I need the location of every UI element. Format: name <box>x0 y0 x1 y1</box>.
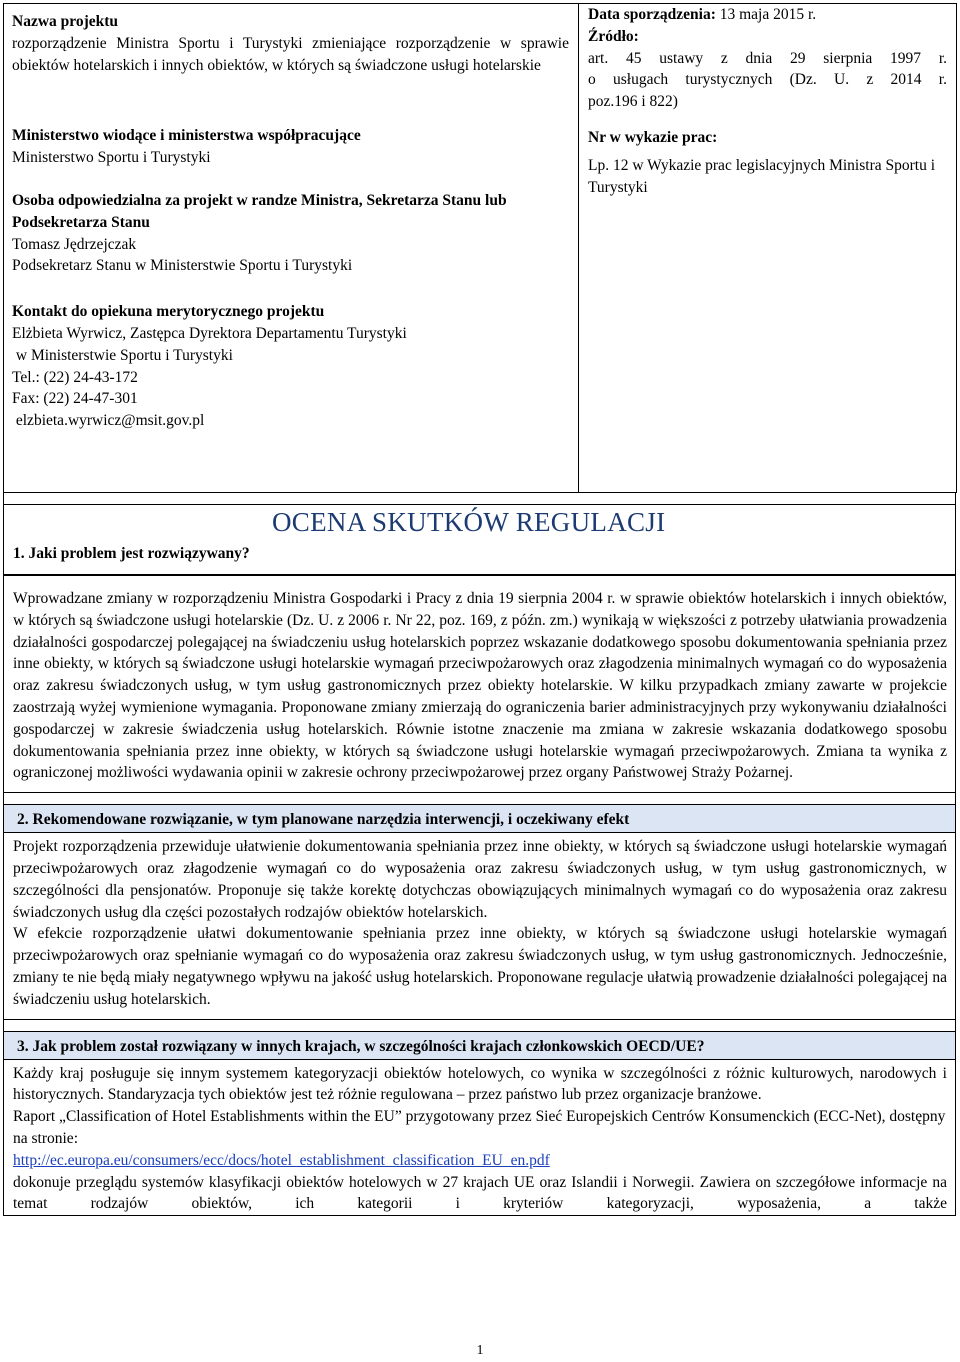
section-3-paragraph: dokonuje przeglądu systemów klasyfikacji obiektów hotelowych w 27 krajach UE oraz Islandii i Norwegii. Zawiera on szczegółowe informacje na temat rodzajów obiektów, ich kategorii i kryteriów kategoryzacji, wyposażenia, a także <box>13 1173 947 1213</box>
source-label: Źródło: <box>588 27 639 45</box>
section-2-paragraph: W efekcie rozporządzenie ułatwi dokumentowanie spełniania przez inne obiekty, w których są świadczone usługi hotelarskie wymagań przeciwpożarowych oraz spełnianie wymagań co do wyposażenia oraz zakresu świadczonych usług, w tym usług gastronomicznych. Jednocześnie, zmiany te nie będą miały negatywnego wpływu na jakość usług hotelarskich. Proponowane regulacje ułatwią prowadzenie działalności polegającej na świadczeniu usług hotelarskich. <box>13 925 947 1008</box>
section-1-body: Wprowadzane zmiany w rozporządzeniu Ministra Gospodarki i Pracy z dnia 19 sierpnia 2004 r. w sprawie obiektów hotelarskich i innych obiektów, w których są świadczone usługi hotelarskie (Dz. U. z 2006 r. Nr 22, poz. 169, z późn. zm.) wynikają w większości z potrzeby ułatwiania prowadzenia działalności gospodarczej polegającej na świadczeniu usług hotelarskich poprzez wskazanie dodatkowego sposobu dokumentowania spełniania przez inne obiekty, w których są świadczone usługi hotelarskie wymagań przeciwpożarowych oraz złagodzenia minimalnych wymagań co do wyposażenia oraz zakresu świadczonych usług, w tym usług gastronomicznych przez obiekty hotelarskie. W kilku przypadkach zmiany zawarte w projekcie zaostrzają wyżej wymienione wymagania. Proponowane zmiany zmierzają do ograniczenia barier administracyjnych przy wykonywaniu działalności gospodarczej w zakresie świadczenia usług hotelarskich. Równie istotne znaczenie ma zmiana w zakresie wskazania dodatkowego sposobu dokumentowania spełniania przez inne obiekty, w których są świadczone usługi hotelarskie wymagań przeciwpożarowych. Zmiana ta wynika z ograniczonej możliwości wydawania opinii w zakresie ochrony przeciwpożarowej przez organy Państwowej Straży Pożarnej. <box>13 590 947 782</box>
project-label: Nazwa projektu <box>12 13 119 30</box>
source-line: art. 45 ustawy z dnia 29 sierpnia 1997 r. <box>588 49 947 67</box>
source-line: poz.196 i 822) <box>588 93 678 111</box>
date-label: Data sporządzenia: <box>588 6 716 23</box>
section-1 <box>3 575 956 793</box>
section-2-paragraph: Projekt rozporządzenia przewiduje ułatwienie dokumentowania spełniania przez inne obiekty, w których są świadczone usługi hotelarskie wymagań przeciwpożarowych oraz złagodzenie wymagań co do wyposażenia oraz zakresu świadczonych usług, w tym usług gastronomicznych, w szczególności dla pensjonatów. Proponuje się także korektę dotychczas obowiązujących minimalnych wymagań co do wyposażenia oraz zakresu świadczonych usług dla części pozostałych rodzajów obiektów hotelarskich. <box>13 838 947 921</box>
contact-fax: Fax: (22) 24-47-301 <box>12 390 138 408</box>
page-title: OCENA SKUTKÓW REGULACJI <box>272 507 666 537</box>
worklist-value: Lp. 12 w Wykazie prac legislacyjnych Ministra Sportu i Turystyki <box>588 156 936 196</box>
ministry-label: Ministerstwo wiodące i ministerstwa współpracujące <box>12 127 361 145</box>
report-link[interactable]: http://ec.europa.eu/consumers/ecc/docs/hotel_establishment_classification_EU_en.pdf <box>13 1151 550 1169</box>
contact-label: Kontakt do opiekuna merytorycznego projektu <box>12 303 325 321</box>
header-left-cell <box>4 4 579 493</box>
section-1-heading: 1. Jaki problem jest rozwiązywany? <box>13 545 250 562</box>
contact-email: elzbieta.wyrwicz@msit.gov.pl <box>12 412 205 430</box>
header-right-cell <box>579 4 957 493</box>
responsible-role: Podsekretarz Stanu w Ministerstwie Sportu i Turystyki <box>12 257 353 275</box>
page-number: 1 <box>476 1343 484 1358</box>
contact-line: Elżbieta Wyrwicz, Zastępca Dyrektora Departamentu Turystyki <box>12 324 407 342</box>
date-value: 13 maja 2015 r. <box>715 6 817 23</box>
source-line: o usługach turystycznych (Dz. U. z 2014 r. <box>588 71 947 89</box>
contact-line: w Ministerstwie Sportu i Turystyki <box>12 346 233 364</box>
section-3-heading: 3. Jak problem został rozwiązany w innych krajach, w szczególności krajach członkowskich OECD/UE? <box>3 1031 956 1060</box>
ministry-value: Ministerstwo Sportu i Turystyki <box>12 149 211 167</box>
section-2 <box>3 833 956 1019</box>
responsible-label: Osoba odpowiedzialna za projekt w randze Ministra, Sekretarza Stanu lub Podsekretarza Stanu <box>12 191 507 231</box>
contact-phone: Tel.: (22) 24-43-172 <box>12 368 138 386</box>
section-3-report: Raport „Classification of Hotel Establishments within the EU” przygotowany przez Sieć Europejskich Centrów Konsumenckich (ECC-Net), dostępny na stronie: <box>13 1108 946 1147</box>
header-table <box>3 3 957 493</box>
worklist-label: Nr w wykazie prac: <box>588 128 718 146</box>
document-page <box>3 3 956 1216</box>
section-3-paragraph: Każdy kraj posługuje się innym systemem kategoryzacji obiektów hotelowych, co wynika w szczególności z różnic kulturowych, narodowych i historycznych. Standaryzacja tych obiektów jest też różnie regulowana – przez państwo lub przez organizacje branżowe. <box>13 1064 947 1104</box>
section-3 <box>3 1060 956 1217</box>
responsible-name: Tomasz Jędrzejczak <box>12 235 137 253</box>
project-name: rozporządzenie Ministra Sportu i Turystyki zmieniające rozporządzenie w sprawie obiektów hotelarskich i innych obiektów, w których są świadczone usługi hotelarskie <box>12 34 569 74</box>
title-row <box>3 504 956 575</box>
section-2-heading: 2. Rekomendowane rozwiązanie, w tym planowane narzędzia interwencji, i oczekiwany efekt <box>3 804 956 833</box>
